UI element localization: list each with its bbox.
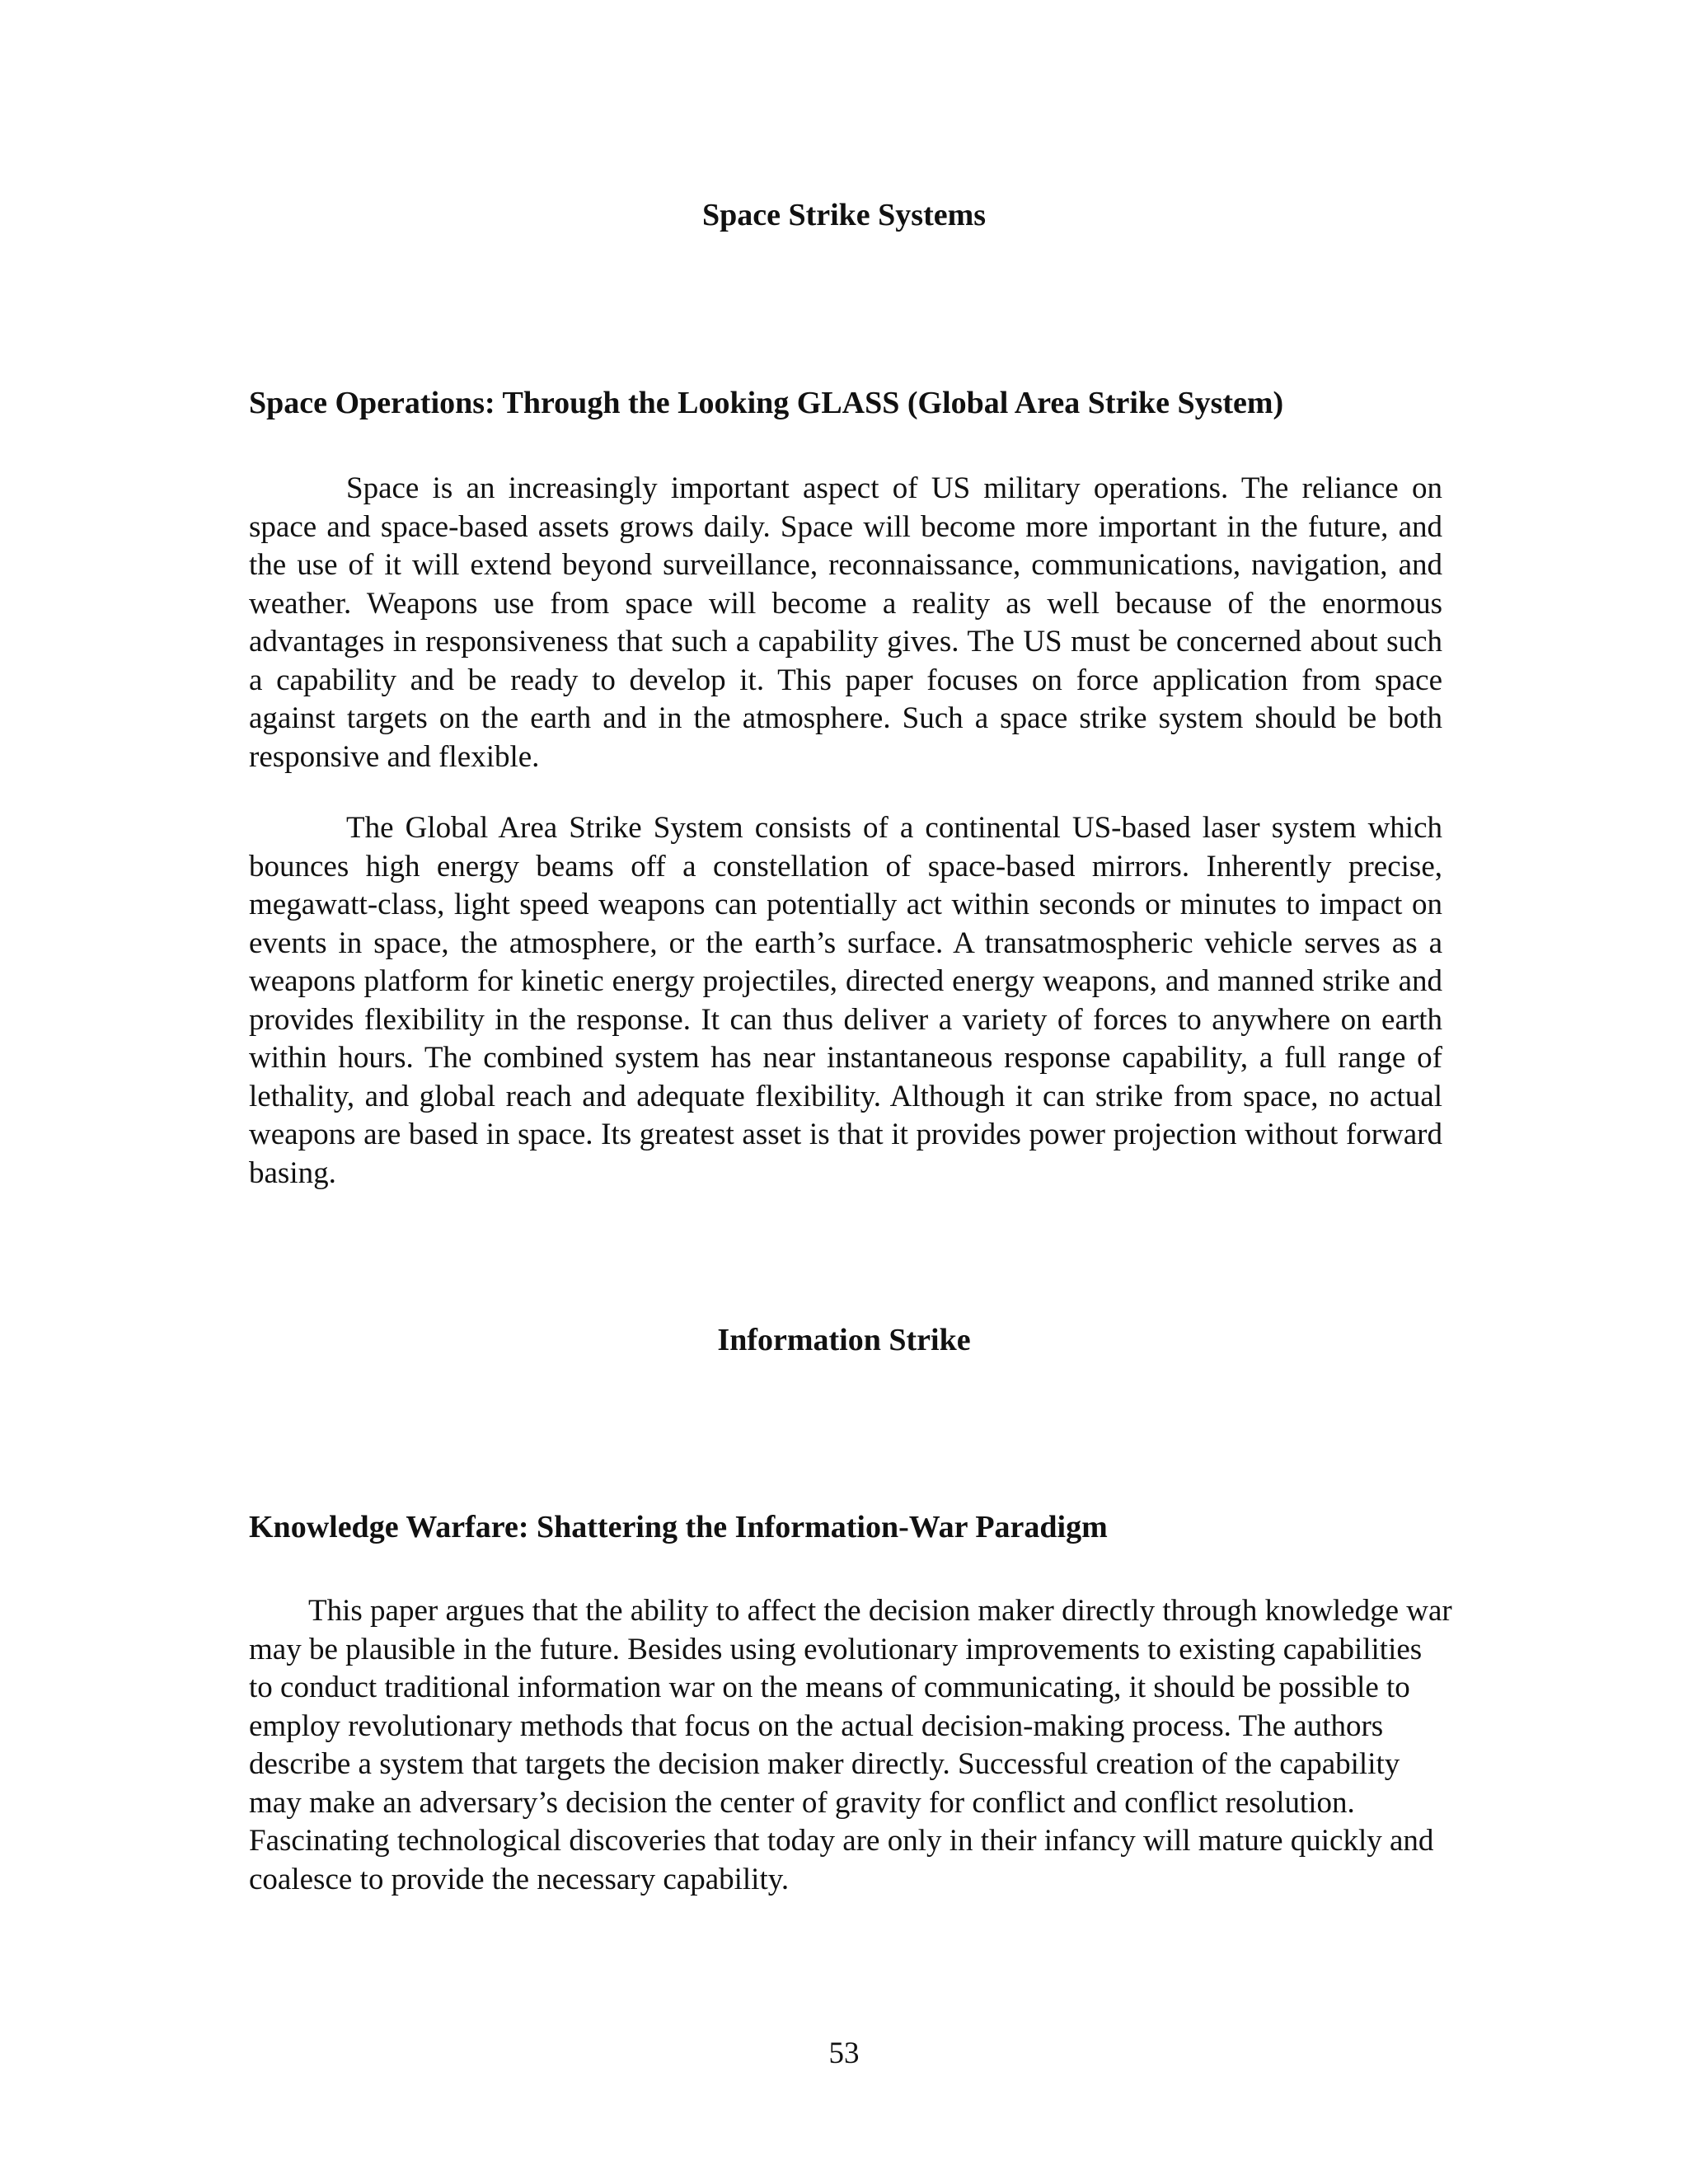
- paragraph-space-operations-2: The Global Area Strike System consists of a continental US-based laser system which bounces high energy beams off a constellation of space-based mirrors. Inherently precise, megawatt-class, light speed weapons can potentially act within seconds or minutes to impact on events in space, the atmosphere, or the earth’s surface. A transatmospheric vehicle serves as a weapons platform for kinetic energy projectiles, directed energy weapons, and manned strike and provides flexibility in the response. It can thus deliver a variety of forces to anywhere on earth within hours. The combined system has near instantaneous response capability, a full range of lethality, and global reach and adequate flexibility. Although it can strike from space, no actual weapons are based in space. Its greatest asset is that it provides power projection without forward basing.: [249, 811, 1442, 1190]
- page-number: 53: [828, 2036, 860, 2070]
- paragraph-knowledge-warfare-1: This paper argues that the ability to affect the decision maker directly through knowledge war may be plausible in the future. Besides using evolutionary improvements to existing capabilities to conduct traditional information war on the means of communicating, it should be possible to employ revolutionary methods that focus on the actual decision-making process. The authors describe a system that targets the decision maker directly. Successful creation of the capability may make an adversary’s decision the center of gravity for conflict and conflict resolution. Fascinating technological discoveries that today are only in their infancy will mature quickly and coalesce to provide the necessary capability.: [249, 1594, 1452, 1896]
- article-title-space-operations: Space Operations: Through the Looking GLASS (Global Area Strike System): [249, 386, 1284, 420]
- section-heading-information-strike: Information Strike: [717, 1323, 971, 1357]
- section-heading-space-strike-systems: Space Strike Systems: [701, 198, 987, 232]
- article-title-knowledge-warfare: Knowledge Warfare: Shattering the Information-War Paradigm: [249, 1510, 1108, 1544]
- paragraph-space-operations-1: Space is an increasingly important aspect of US military operations. The reliance on space and space-based assets grows daily. Space will become more important in the future, and the use of it will extend beyond surveillance, reconnaissance, communications, navigation, and weather. Weapons use from space will become a reality as well because of the enormous advantages in responsiveness that such a capability gives. The US must be concerned about such a capability and be ready to develop it. This paper focuses on force application from space against targets on the earth and in the atmosphere. Such a space strike system should be both responsive and flexible.: [249, 471, 1442, 774]
